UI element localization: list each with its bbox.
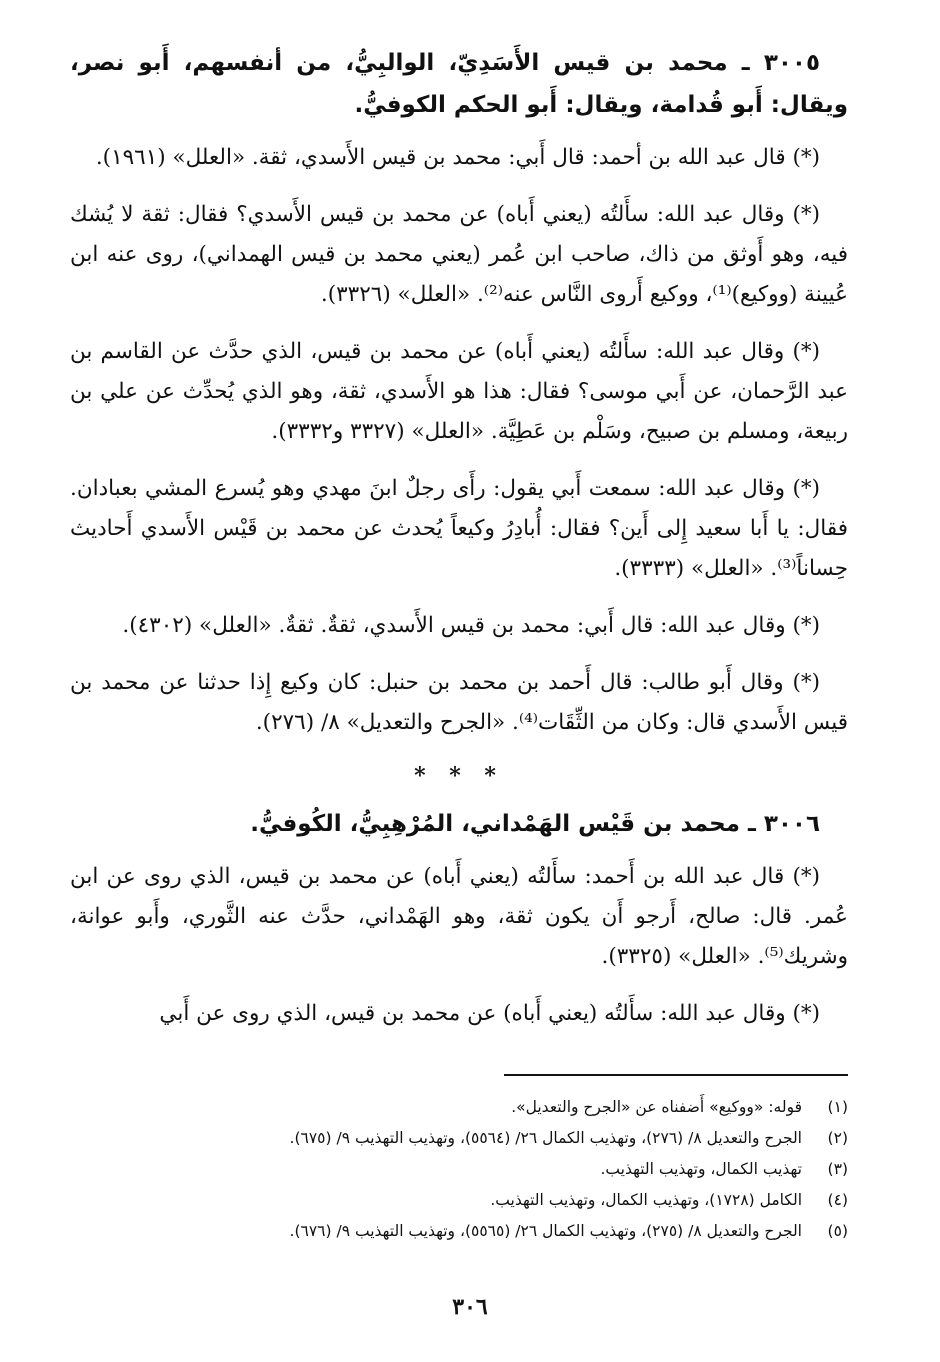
footnote-text: الكامل (١٧٢٨)، وتهذيب الكمال، وتهذيب التهذيب. [490, 1191, 802, 1209]
footnote-text: الجرح والتعديل ٨/ (٢٧٥)، وتهذيب الكمال ٢٦/ (٥٥٦٥)، وتهذيب التهذيب ٩/ (٦٧٦). [289, 1222, 802, 1240]
footnote [70, 1216, 848, 1247]
paragraph: (*) وقال عبد الله: سأَلتُه (يعني أَباه) عن محمد بن قيس، الذي روى عن أَبي [159, 1001, 820, 1026]
paragraph: (*) قال عبد الله بن أَحمد: سأَلتُه (يعني أَباه) عن محمد بن قيس، الذي روى عن ابن عُمر. قال: صالح، أَرجو أَن يكون ثقة، وهو الهَمْداني، حدَّث عنه الثَّوري، وأَبو عوانة، وشريك⁽⁵⁾. «العلل» (٣٣٢٥). [70, 864, 848, 969]
footnote-text: الجرح والتعديل ٨/ (٢٧٦)، وتهذيب الكمال ٢٦/ (٥٥٦٤)، وتهذيب التهذيب ٩/ (٦٧٥). [289, 1129, 802, 1147]
footnote [70, 1185, 848, 1216]
footnote-number: (١) [827, 1098, 848, 1116]
paragraph: (*) وقال عبد الله: قال أَبي: محمد بن قيس الأَسدي، ثقةٌ. ثقةٌ. «العلل» (٤٣٠٢). [122, 613, 820, 638]
paragraph: (*) وقال عبد الله: سمعت أَبي يقول: رأَى رجلٌ ابنَ مهدي وهو يُسرع المشي بعبادان. فقال: يا أَبا سعيد إِلى أَين؟ فقال: أُبادِرُ وكيعاً يُحدث عن محمد بن قَيْس الأَسدي أَحاديث حِساناً⁽³⁾. «العلل» (٣٣٣٣). [70, 476, 848, 581]
page-number: ٣٠٦ [452, 1294, 488, 1320]
paragraph: (*) قال عبد الله بن أحمد: قال أَبي: محمد بن قيس الأَسدي، ثقة. «العلل» (١٩٦١). [95, 145, 820, 170]
footnote [70, 1123, 848, 1154]
paragraph: (*) وقال أَبو طالب: قال أَحمد بن محمد بن حنبل: كان وكيع إِذا حدثنا عن محمد بن قيس الأَسدي قال: وكان من الثِّقَات⁽⁴⁾. «الجرح والتعديل» ٨/ (٢٧٦). [70, 670, 848, 735]
footnote-number: (٢) [827, 1129, 848, 1147]
footnotes [70, 1092, 848, 1247]
footnote-text: تهذيب الكمال، وتهذيب التهذيب. [600, 1160, 802, 1178]
footnote-number: (٥) [827, 1222, 848, 1240]
paragraph: (*) وقال عبد الله: سأَلتُه (يعني أَباه) عن محمد بن قيس الأَسدي؟ فقال: ثقة لا يُشك فيه، وهو أَوثق من ذاك، صاحب ابن عُمر (يعني محمد بن قيس الهمداني)، روى عنه ابن عُيينة (ووكيع)⁽¹⁾، ووكيع أَروى النَّاس عنه⁽²⁾. «العلل» (٣٣٢٦). [70, 202, 848, 307]
paragraph: (*) وقال عبد الله: سأَلتُه (يعني أَباه) عن محمد بن قيس، الذي حدَّث عن القاسم بن عبد الرَّحمان، عن أَبي موسى؟ فقال: هذا هو الأَسدي، ثقة، وهو الذي يُحدِّث عن علي بن ربيعة، ومسلم بن صبيح، وسَلْم بن عَطِيَّة. «العلل» (٣٣٢٧ و٣٣٣٢). [70, 339, 848, 444]
entry-heading-3006: ٣٠٠٦ ـ محمد بن قَيْس الهَمْداني، المُرْهِبِيُّ، الكُوفيُّ. [250, 811, 820, 837]
footnote [70, 1092, 848, 1123]
entry-heading-3005: ٣٠٠٥ ـ محمد بن قيس الأَسَدِيّ، الوالبِيُّ، من أنفسهم، أَبو نصر، ويقال: أَبو قُدامة، ويقال: أَبو الحكم الكوفيُّ. [70, 50, 848, 118]
footnote-number: (٣) [827, 1160, 848, 1178]
footnote-divider [504, 1074, 848, 1076]
footnote [70, 1154, 848, 1185]
page-body [70, 42, 848, 1051]
footnote-text: قوله: «ووكيع» أَضفناه عن «الجرح والتعديل». [511, 1098, 802, 1116]
section-separator: * * * [414, 763, 504, 789]
footnote-number: (٤) [827, 1191, 848, 1209]
